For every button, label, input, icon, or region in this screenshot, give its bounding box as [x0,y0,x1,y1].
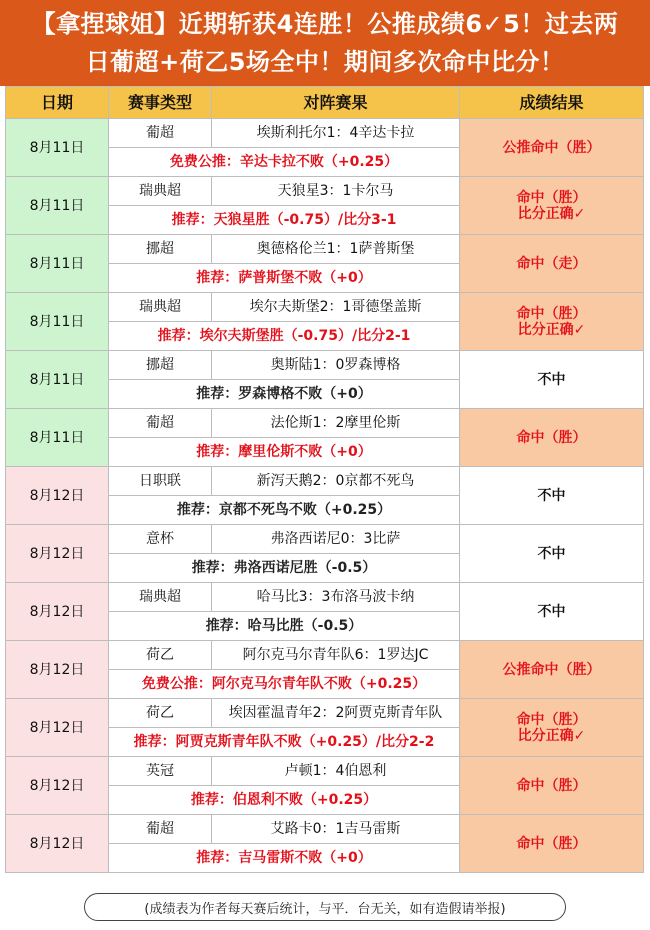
league-cell: 英冠 [109,757,212,786]
result-cell: 命中（胜） 比分正确✓ [460,699,644,757]
result-cell: 命中（走） [460,235,644,293]
result-cell: 公推命中（胜） [460,119,644,177]
pick-cell: 推荐：罗森博格不败（+0） [109,380,460,409]
date-cell: 8月12日 [6,641,109,699]
table-row [6,583,644,612]
header-match: 对阵赛果 [212,87,460,119]
pick-cell: 推荐：摩里伦斯不败（+0） [109,438,460,467]
date-cell: 8月12日 [6,757,109,815]
date-cell: 8月11日 [6,119,109,177]
title-line-1: 【拿捏球姐】近期斩获4连胜！公推成绩6✓5！过去两 [31,10,619,38]
footer-note: (成绩表为作者每天赛后统计，与平．台无关，如有造假请举报) [84,893,566,921]
pick-cell: 推荐：哈马比胜（-0.5） [109,612,460,641]
table-header-row [6,87,644,119]
date-cell: 8月11日 [6,235,109,293]
pick-cell: 推荐：京都不死鸟不败（+0.25） [109,496,460,525]
header-league: 赛事类型 [109,87,212,119]
result-cell: 命中（胜） 比分正确✓ [460,177,644,235]
league-cell: 荷乙 [109,699,212,728]
league-cell: 挪超 [109,351,212,380]
pick-cell: 推荐：弗洛西诺尼胜（-0.5） [109,554,460,583]
table-row [6,177,644,206]
league-cell: 挪超 [109,235,212,264]
result-cell: 命中（胜） [460,815,644,873]
table-row [6,467,644,496]
date-cell: 8月11日 [6,293,109,351]
date-cell: 8月11日 [6,177,109,235]
league-cell: 意杯 [109,525,212,554]
table-row [6,293,644,322]
pick-cell: 推荐：埃尔夫斯堡胜（-0.75）/比分2-1 [109,322,460,351]
league-cell: 葡超 [109,119,212,148]
title-banner [0,0,650,86]
match-cell: 卢顿1：4伯恩利 [212,757,460,786]
league-cell: 瑞典超 [109,583,212,612]
match-cell: 埃斯利托尔1：4辛达卡拉 [212,119,460,148]
match-cell: 法伦斯1：2摩里伦斯 [212,409,460,438]
table-body [6,119,644,873]
match-cell: 天狼星3：1卡尔马 [212,177,460,206]
pick-cell: 免费公推：辛达卡拉不败（+0.25） [109,148,460,177]
league-cell: 葡超 [109,409,212,438]
pick-cell: 推荐：伯恩利不败（+0.25） [109,786,460,815]
pick-cell: 免费公推：阿尔克马尔青年队不败（+0.25） [109,670,460,699]
match-cell: 埃因霍温青年2：2阿贾克斯青年队 [212,699,460,728]
result-cell: 命中（胜） 比分正确✓ [460,293,644,351]
date-cell: 8月12日 [6,815,109,873]
match-cell: 阿尔克马尔青年队6：1罗达JC [212,641,460,670]
match-cell: 奥德格伦兰1：1萨普斯堡 [212,235,460,264]
result-cell: 公推命中（胜） [460,641,644,699]
table-row [6,699,644,728]
table-row [6,409,644,438]
date-cell: 8月12日 [6,467,109,525]
match-cell: 艾路卡0：1吉马雷斯 [212,815,460,844]
date-cell: 8月12日 [6,525,109,583]
match-cell: 哈马比3：3布洛马波卡纳 [212,583,460,612]
match-cell: 新泻天鹅2：0京都不死鸟 [212,467,460,496]
title-line-2: 日葡超+荷乙5场全中！期间多次命中比分！ [85,48,565,76]
result-cell: 命中（胜） [460,757,644,815]
table-row [6,641,644,670]
table-row [6,815,644,844]
table-row [6,525,644,554]
table-row [6,757,644,786]
league-cell: 葡超 [109,815,212,844]
result-cell: 不中 [460,525,644,583]
result-cell: 不中 [460,351,644,409]
header-date: 日期 [6,87,109,119]
pick-cell: 推荐：吉马雷斯不败（+0） [109,844,460,873]
league-cell: 荷乙 [109,641,212,670]
result-cell: 命中（胜） [460,409,644,467]
league-cell: 日职联 [109,467,212,496]
pick-cell: 推荐：天狼星胜（-0.75）/比分3-1 [109,206,460,235]
date-cell: 8月12日 [6,583,109,641]
match-cell: 奥斯陆1：0罗森博格 [212,351,460,380]
match-cell: 埃尔夫斯堡2：1哥德堡盖斯 [212,293,460,322]
results-table [5,86,644,873]
table-row [6,119,644,148]
league-cell: 瑞典超 [109,293,212,322]
table-row [6,351,644,380]
date-cell: 8月12日 [6,699,109,757]
pick-cell: 推荐：萨普斯堡不败（+0） [109,264,460,293]
league-cell: 瑞典超 [109,177,212,206]
table-row [6,235,644,264]
result-cell: 不中 [460,583,644,641]
date-cell: 8月11日 [6,351,109,409]
pick-cell: 推荐：阿贾克斯青年队不败（+0.25）/比分2-2 [109,728,460,757]
date-cell: 8月11日 [6,409,109,467]
match-cell: 弗洛西诺尼0：3比萨 [212,525,460,554]
result-cell: 不中 [460,467,644,525]
header-result: 成绩结果 [460,87,644,119]
